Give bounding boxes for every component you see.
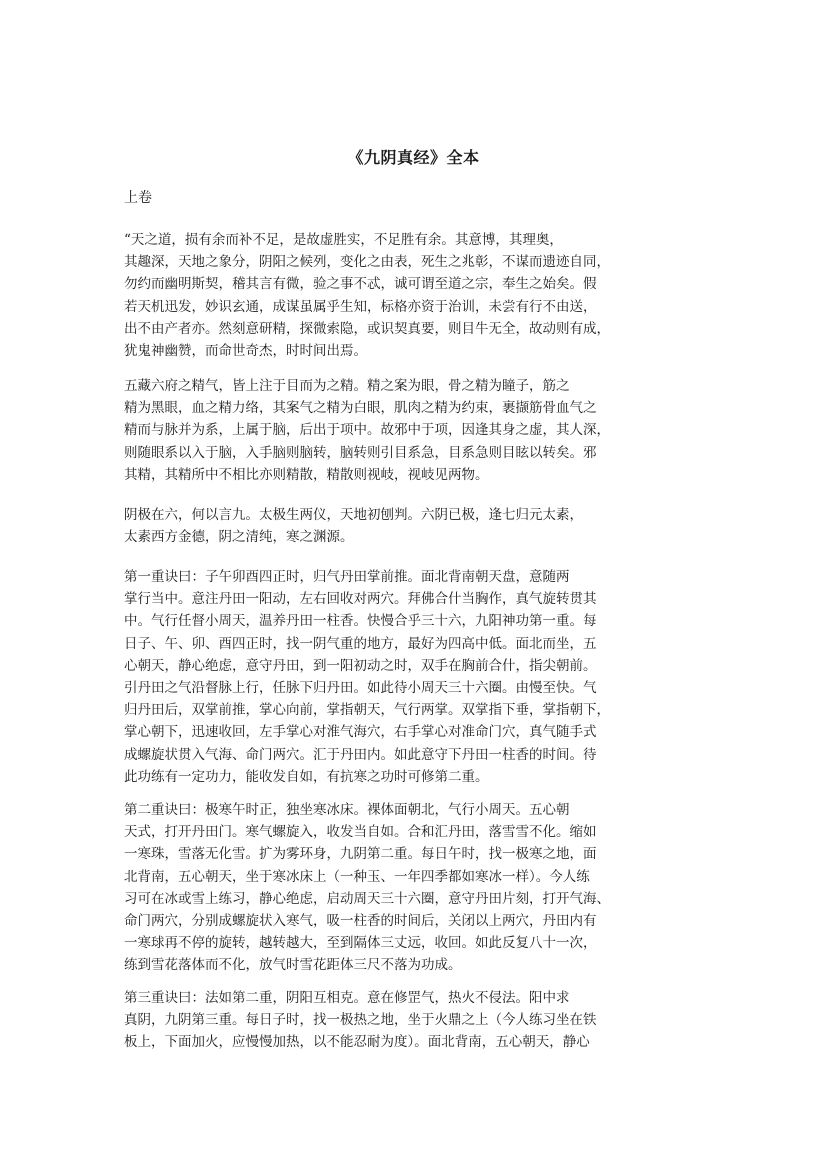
text-line: 此功练有一定功力，能收发自如，有抗寒之功时可修第二重。 — [124, 768, 489, 785]
text-line: 若天机迅发，妙识玄通，成谋虽属乎生知，标格亦资于治训，未尝有行不由送， — [124, 298, 597, 315]
text-line: 精为黑眼，血之精力络，其案气之精为白眼，肌肉之精为约束，裹撷筋骨血气之 — [124, 400, 597, 417]
text-line: 阴极在六，何以言九。太极生两仪，天地初刨判。六阴已极，逢七归元太素， — [124, 507, 583, 523]
text-line: 一寒珠，雪落无化雪。扩为雾环身，九阴第二重。每日午时，找一极寒之地，面 — [124, 846, 597, 863]
text-line: 真阴，九阴第三重。每日子时，找一极热之地，坐于火鼎之上（今人练习坐在铁 — [124, 1012, 597, 1029]
text-line: 成螺旋状贯入气海、命门两穴。汇于丹田内。如此意守下丹田一柱香的时间。待 — [124, 746, 597, 763]
paragraph-yin-extreme — [124, 504, 684, 548]
paragraph-first-stage — [124, 566, 684, 788]
text-line: 心朝天，静心绝虑，意守丹田，到一阳初动之时，双手在胸前合什，指尖朝前。 — [124, 657, 597, 674]
text-line: 出不由产者亦。然刻意研精，探微索隐，或识契真要，则目牛无全，故动则有成， — [124, 320, 610, 337]
text-line: “天之道，损有余而补不足，是故虚胜实，不足胜有余。其意博，其理奥， — [124, 232, 563, 248]
text-line: 日子、午、卯、酉四正时，找一阴气重的地方，最好为四高中低。面北而坐，五 — [124, 635, 597, 652]
text-line: 北背南，五心朝天，坐于寒冰床上（一种玉、一年四季都如寒冰一样）。今人练 — [124, 868, 590, 885]
text-line: 第二重诀曰：极寒午时正，独坐寒冰床。裸体面朝北，气行小周天。五心朝 — [124, 802, 570, 818]
text-line: 中。气行任督小周天，温养丹田一柱香。快慢合乎三十六，九阳神功第一重。每 — [124, 613, 597, 630]
text-line: 第三重诀曰：法如第二重，阴阳互相克。意在修罡气，热火不侵法。阳中求 — [124, 990, 570, 1006]
text-line: 练到雪花落体而不化，放气时雪花距体三尺不落为功成。 — [124, 957, 462, 974]
paragraph-third-stage — [124, 987, 684, 1054]
text-line: 习可在冰或雪上练习，静心绝虑，启动周天三十六圈，意守丹田片刻，打开气海、 — [124, 890, 610, 907]
document-title: 《九阴真经》全本 — [347, 148, 480, 167]
text-line: 第一重诀曰：子午卯酉四正时，归气丹田掌前推。面北背南朝天盘，意随两 — [124, 569, 570, 585]
text-line: 归丹田后，双掌前推，掌心向前，掌指朝天，气行两掌。双掌指下垂，掌指朝下， — [124, 702, 610, 719]
text-line: 引丹田之气沿督脉上行，任脉下归丹田。如此待小周天三十六圈。由慢至快。气 — [124, 679, 597, 696]
text-line: 天式，打开丹田门。寒气螺旋入，收发当自如。合和汇丹田，落雪雪不化。缩如 — [124, 824, 597, 841]
text-line: 太素西方金德，阴之清纯，寒之渊源。 — [124, 529, 354, 546]
text-line: 掌行当中。意注丹田一阳动，左右回收对两穴。拜佛合什当胸作，真气旋转贯其 — [124, 591, 597, 608]
text-line: 精而与脉并为系，上属于脑，后出于项中。故邪中于项，因逢其身之虚，其人深， — [124, 422, 610, 439]
text-line: 则随眼系以入于脑，入手脑则脑转，脑转则引目系急，目系急则目眩以转矣。邪 — [124, 444, 597, 461]
text-line: 命门两穴，分别成螺旋状入寒气，吸一柱香的时间后，关闭以上两穴，丹田内有 — [124, 912, 597, 929]
section-heading: 上卷 — [124, 190, 152, 206]
text-line: 其趣深，天地之象分，阴阳之候列，变化之由表，死生之兆彰，不谋而遗迹自同， — [124, 254, 610, 271]
text-line: 勿约而幽明斯契，稽其言有微，验之事不忒，诚可谓至道之宗，奉生之始矣。假 — [124, 276, 597, 293]
text-line: 掌心朝下，迅速收回，左手掌心对淮气海穴，右手掌心对准命门穴，真气随手式 — [124, 724, 597, 741]
text-line: 一寒球再不停的旋转，越转越大，至到隔体三丈远，收回。如此反复八十一次， — [124, 935, 597, 952]
paragraph-intro — [124, 229, 684, 362]
paragraph-organs — [124, 375, 684, 486]
text-line: 其精，其精所中不相比亦则精散，精散则视岐，视岐见两物。 — [124, 466, 489, 483]
text-line: 板上，下面加火，应慢慢加热，以不能忍耐为度）。面北背南，五心朝天，静心 — [124, 1034, 590, 1051]
text-line: 五藏六府之精气，皆上注于目而为之精。精之案为眼，骨之精为瞳子，筋之 — [124, 378, 570, 394]
paragraph-second-stage — [124, 799, 684, 977]
text-line: 犹鬼神幽赞，而命世奇杰，时时间出焉。 — [124, 342, 367, 359]
